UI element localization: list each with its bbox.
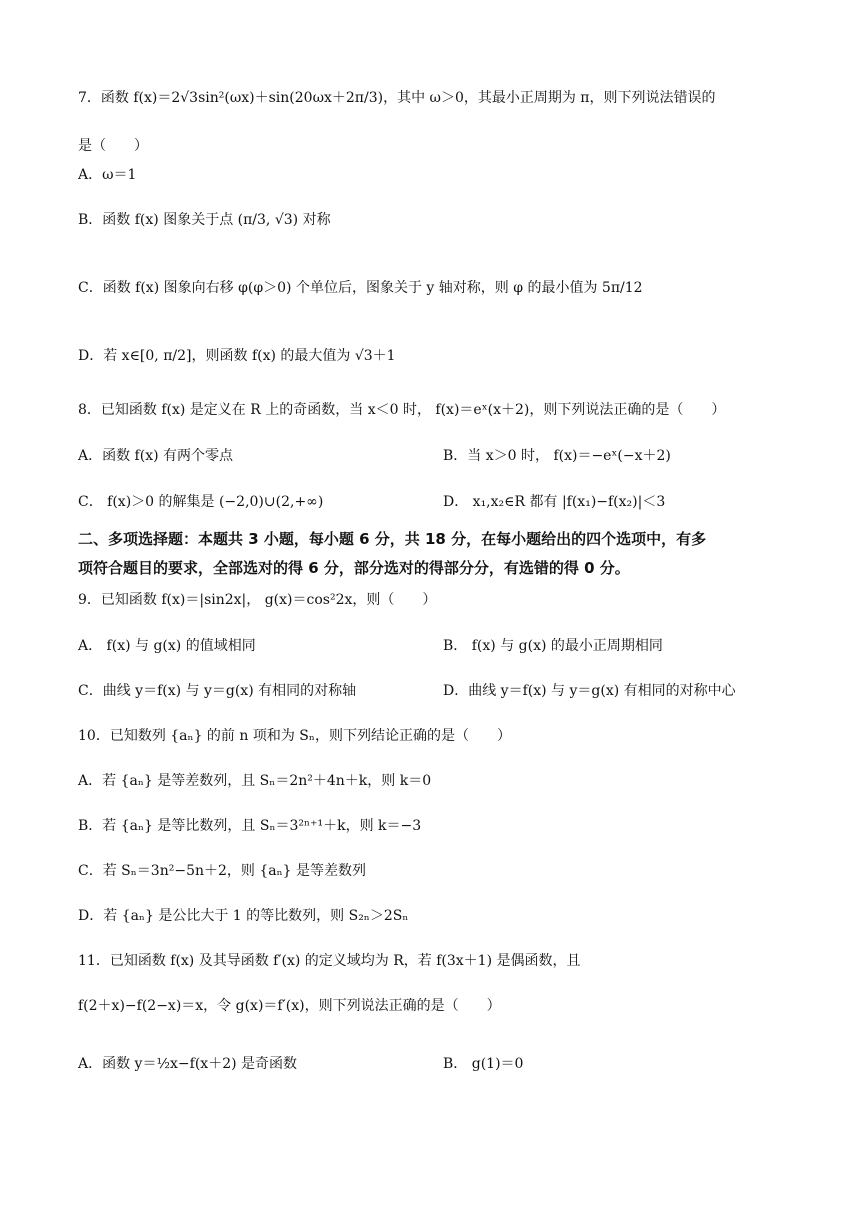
q9-option-c: C．曲线 y＝f(x) 与 y＝g(x) 有相同的对称轴	[78, 683, 357, 699]
q10-option-b: B．若 {aₙ} 是等比数列，且 Sₙ＝3²ⁿ⁺¹＋k，则 k＝−3	[78, 818, 422, 834]
q8-option-c: C． f(x)＞0 的解集是 (−2,0)∪(2,+∞)	[78, 494, 324, 510]
q7-option-d: D．若 x∈[0, π/2]，则函数 f(x) 的最大值为 √3＋1	[78, 348, 396, 364]
q10-stem: 10．已知数列 {aₙ} 的前 n 项和为 Sₙ，则下列结论正确的是（ ）	[78, 728, 511, 744]
q8-option-d: D． x₁,x₂∈R 都有 |f(x₁)−f(x₂)|＜3	[443, 494, 666, 510]
q7-option-b: B．函数 f(x) 图象关于点 (π/3, √3) 对称	[78, 212, 331, 228]
q11-stem-line1: 11．已知函数 f(x) 及其导函数 f′(x) 的定义域均为 R，若 f(3x＋1) 是偶函数，且	[78, 953, 581, 969]
q11-stem-line2: f(2＋x)−f(2−x)＝x，令 g(x)＝f′(x)，则下列说法正确的是（ ）	[78, 998, 501, 1014]
q9-option-d: D．曲线 y＝f(x) 与 y＝g(x) 有相同的对称中心	[443, 683, 736, 699]
q10-option-c: C．若 Sₙ＝3n²−5n＋2，则 {aₙ} 是等差数列	[78, 863, 367, 879]
q9-stem: 9．已知函数 f(x)＝|sin2x|， g(x)＝cos²2x，则（ ）	[78, 592, 437, 608]
q8-option-a: A．函数 f(x) 有两个零点	[78, 448, 234, 464]
section2-header-line1: 二、多项选择题：本题共 3 小题，每小题 6 分，共 18 分，在每小题给出的四个选项中，有多	[78, 530, 707, 548]
q9-option-a: A． f(x) 与 g(x) 的值域相同	[78, 638, 256, 654]
q7-stem-line1: 7．函数 f(x)＝2√3sin²(ωx)＋sin(20ωx＋2π/3)，其中 ω＞0，其最小正周期为 π，则下列说法错误的	[78, 90, 716, 106]
q8-option-b: B．当 x＞0 时， f(x)＝−eˣ(−x＋2)	[443, 448, 671, 464]
q11-option-b: B． g(1)＝0	[443, 1056, 524, 1072]
section2-header-line2: 项符合题目的要求，全部选对的得 6 分，部分选对的得部分分，有选错的得 0 分。	[78, 559, 630, 577]
q10-option-d: D．若 {aₙ} 是公比大于 1 的等比数列，则 S₂ₙ＞2Sₙ	[78, 908, 409, 924]
q7-stem-line2: 是（ ）	[78, 138, 148, 154]
q9-option-b: B． f(x) 与 g(x) 的最小正周期相同	[443, 638, 663, 654]
q7-option-c: C．函数 f(x) 图象向右移 φ(φ＞0) 个单位后，图象关于 y 轴对称，则 φ 的最小值为 5π/12	[78, 280, 643, 296]
q8-stem: 8．已知函数 f(x) 是定义在 R 上的奇函数，当 x＜0 时， f(x)＝eˣ(x＋2)，则下列说法正确的是（ ）	[78, 402, 726, 418]
q10-option-a: A．若 {aₙ} 是等差数列，且 Sₙ＝2n²＋4n＋k，则 k＝0	[78, 773, 432, 789]
q7-option-a: A．ω＝1	[78, 167, 137, 183]
q11-option-a: A．函数 y＝½x−f(x＋2) 是奇函数	[78, 1056, 298, 1072]
